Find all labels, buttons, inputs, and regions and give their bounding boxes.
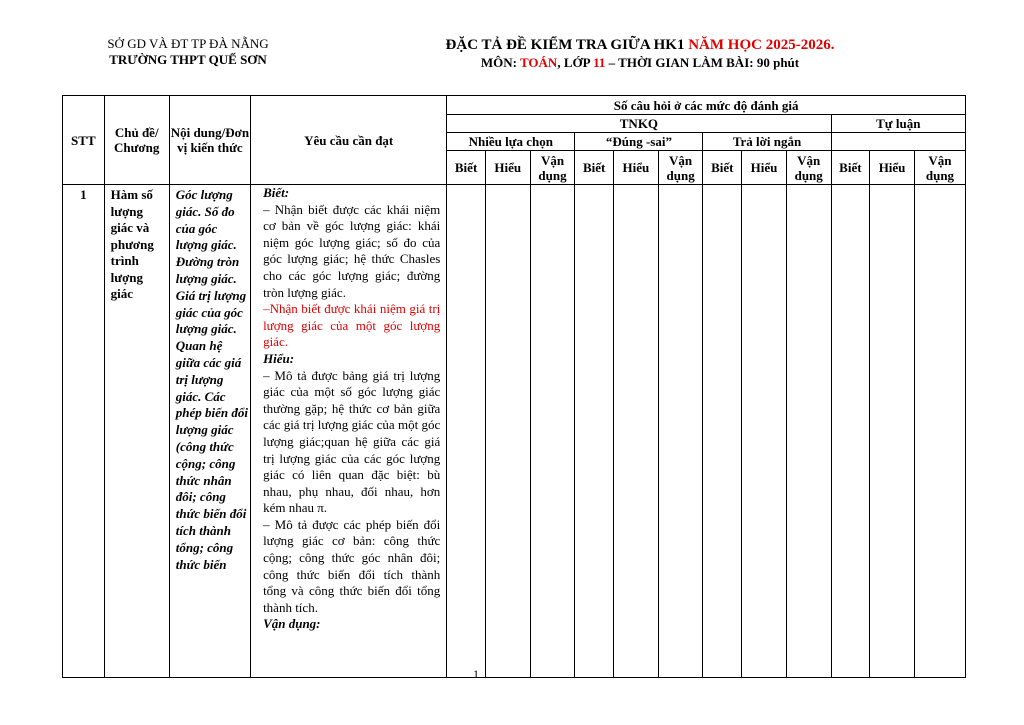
level-van-dung: Vận dụng [914, 151, 965, 185]
header-topic: Chủ đề/ Chương [104, 96, 169, 185]
count-cell [914, 185, 965, 678]
count-cell [658, 185, 703, 678]
biet-item-1: – Nhận biết được các khái niệm cơ bản về góc lượng giác: khái niệm góc lượng giác; số đo của góc lượng giác; hệ thức Chasles cho các góc lượng giác; đường tròn lượng giác. [263, 201, 441, 300]
level-biet: Biết [703, 151, 742, 185]
count-cell [703, 185, 742, 678]
header-requirement: Yêu cầu cần đạt [251, 96, 447, 185]
level-van-dung: Vận dụng [658, 151, 703, 185]
level-van-dung: Vận dụng [786, 151, 831, 185]
hieu-item-2: – Mô tả được các phép biến đổi lượng giác cơ bản: công thức cộng; công thức góc nhân đôi; công thức biến đổi tích thành tổng và công thức biến đổi tổng thành tích. [263, 516, 441, 615]
biet-item-2: –Nhận biết được khái niệm giá trị lượng giác của một góc lượng giác. [263, 301, 441, 350]
header-group-mcq: Nhiều lựa chọn [447, 133, 575, 151]
count-cell [530, 185, 575, 678]
hieu-item-1: – Mô tả được bảng giá trị lượng giác của một số góc lượng giác thường gặp; hệ thức cơ bản giữa các giá trị lượng giác của một góc lượng giác;quan hệ giữa các giá trị lượng giác của các góc lượng giác có liên quan đặc biệt: bù nhau, phụ nhau, đối nhau, hơn kém nhau π. [263, 367, 441, 516]
level-biet: Biết [831, 151, 870, 185]
header-tnkq: TNKQ [447, 115, 831, 133]
count-cell [742, 185, 787, 678]
count-cell [786, 185, 831, 678]
header-group-short-answer: Trả lời ngắn [703, 133, 831, 151]
header-group-essay [831, 133, 965, 151]
row-stt: 1 [63, 185, 105, 678]
level-biet: Biết [447, 151, 486, 185]
table-row [63, 185, 966, 678]
row-requirements [251, 185, 447, 678]
row-unit: Góc lượng giác. Số đo của góc lượng giác. Đường tròn lượng giác. Giá trị lượng giác của góc lượng giác. Quan hệ giữa các giá trị lượng giác. Các phép biến đổi lượng giác (công thức cộng; công thức nhân đôi; công thức biến đổi tích thành tổng; công thức biến [169, 185, 250, 678]
header-left [90, 36, 286, 68]
count-cell [485, 185, 530, 678]
school-name: TRƯỜNG THPT QUẾ SƠN [109, 52, 267, 67]
count-cell [831, 185, 870, 678]
header-unit: Nội dung/Đơn vị kiến thức [169, 96, 250, 185]
level-van-dung: Vận dụng [530, 151, 575, 185]
header-group-true-false: “Đúng -sai” [575, 133, 703, 151]
count-cell [870, 185, 915, 678]
document-title: ĐẶC TẢ ĐỀ KIỂM TRA GIỮA HK1 NĂM HỌC 2025-2026. [445, 37, 835, 53]
count-cell [447, 185, 486, 678]
level-hieu: Hiểu [614, 151, 659, 185]
level-biet: Biết [575, 151, 614, 185]
header-tu-luan: Tự luận [831, 115, 965, 133]
header-stt: STT [63, 96, 105, 185]
level-hieu: Hiểu [742, 151, 787, 185]
level-hieu: Hiểu [870, 151, 915, 185]
department-name: SỞ GD VÀ ĐT TP ĐÀ NẴNG [107, 36, 269, 51]
level-hieu: Hiểu [485, 151, 530, 185]
van-dung-label: Vận dụng: [263, 616, 321, 632]
subject-line: MÔN: TOÁN, LỚP 11 – THỜI GIAN LÀM BÀI: 90 phút [480, 55, 800, 70]
count-cell [614, 185, 659, 678]
header-right [395, 36, 885, 71]
biet-label: Biết: [263, 185, 290, 200]
header-levels: Số câu hỏi ở các mức độ đánh giá [447, 96, 966, 115]
row-topic: Hàm số lượng giác và phương trình lượng giác [104, 185, 169, 678]
hieu-label: Hiểu: [263, 350, 295, 366]
count-cell [575, 185, 614, 678]
specification-table [62, 95, 966, 678]
page-number: 1 [473, 667, 479, 681]
